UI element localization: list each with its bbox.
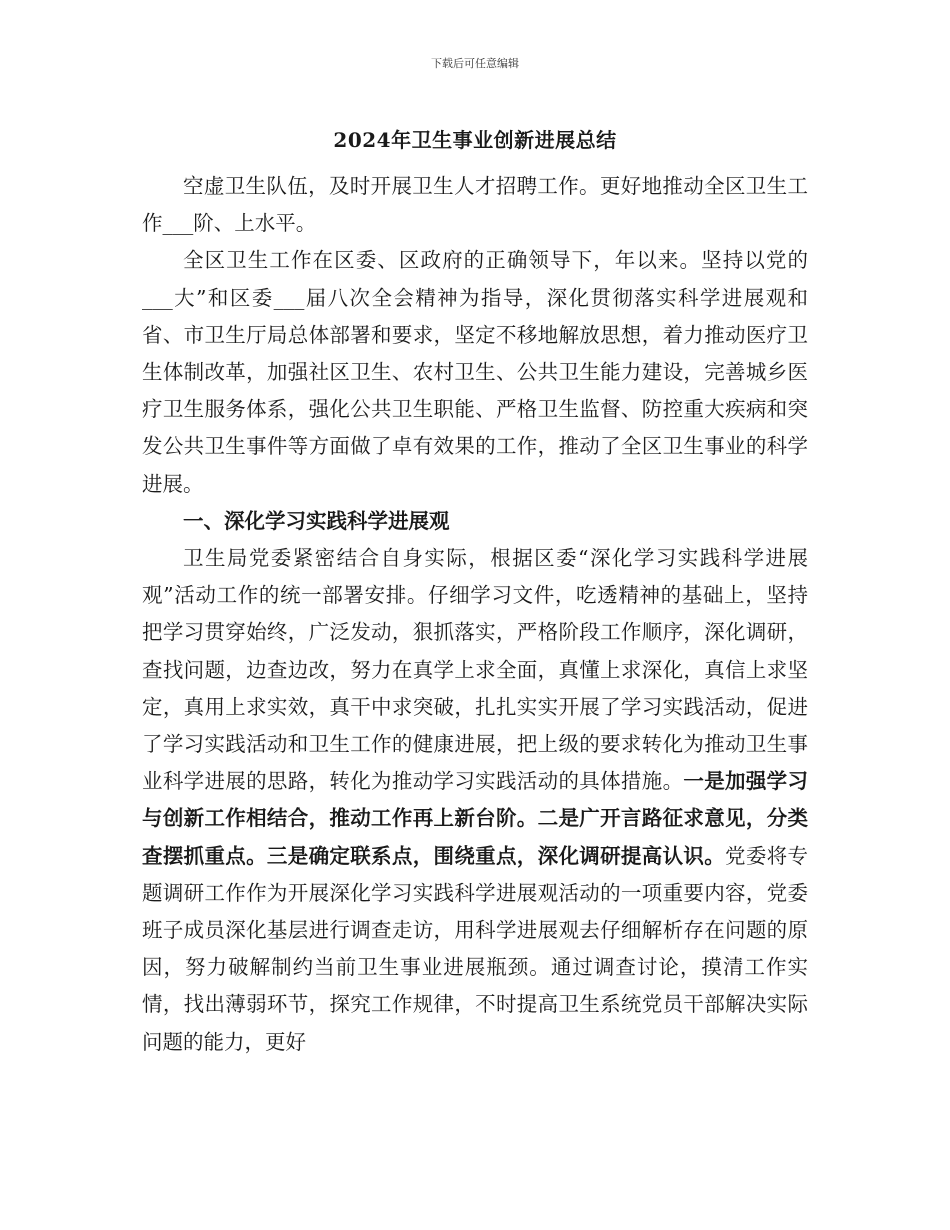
paragraph-1: 空虚卫生队伍，及时开展卫生人才招聘工作。更好地推动全区卫生工作___阶、上水平。 <box>142 174 808 236</box>
section-heading-1: 一、深化学习实践科学进展观 <box>183 508 450 533</box>
header-note: 下载后可任意编辑 <box>431 57 519 70</box>
document-title: 2024年卫生事业创新进展总结 <box>333 128 617 152</box>
paragraph-3-bold-points: 一是加强学习与创新工作相结合，推动工作再上新台阶。二是广开言路征求意见，分类查摆抓重点。三是确定联系点，围绕重点，深化调研提高认识。 <box>142 769 809 868</box>
paragraph-3 <box>142 540 808 1061</box>
paragraph-2: 全区卫生工作在区委、区政府的正确领导下，年以来。坚持以党的___大”和区委___届八次全会精神为指导，深化贯彻落实科学进展观和省、市卫生厅局总体部署和要求，坚定不移地解放思想，着力推动医疗卫生体制改革，加强社区卫生、农村卫生、公共卫生能力建设，完善城乡医疗卫生服务体系，强化公共卫生职能、严格卫生监督、防控重大疾病和突发公共卫生事件等方面做了卓有效果的工作，推动了全区卫生事业的科学进展。 <box>142 248 808 496</box>
paragraph-3-text-a: 卫生局党委紧密结合自身实际，根据区委“深化学习实践科学进展观”活动工作的统一部署安排。仔细学习文件，吃透精神的基础上，坚持把学习贯穿始终，广泛发动，狠抓落实，严格阶段工作顺序，深化调研，查找问题，边查边改，努力在真学上求全面，真懂上求深化，真信上求坚定，真用上求实效，真干中求突破，扎扎实实开展了学习实践活动，促进了学习实践活动和卫生工作的健康进展，把上级的要求转化为推动卫生事业科学进展的思路，转化为推动学习实践活动的具体措施。 <box>142 546 808 794</box>
paragraph-3-text-b: 党委将专题调研工作作为开展深化学习实践科学进展观活动的一项重要内容，党委班子成员深化基层进行调查走访，用科学进展观去仔细解析存在问题的原因，努力破解制约当前卫生事业进展瓶颈。通过调查讨论，摸清工作实情，找出薄弱环节，探究工作规律，不时提高卫生系统党员干部解决实际问题的能力，更好 <box>142 843 808 1054</box>
document-body <box>142 168 808 1061</box>
